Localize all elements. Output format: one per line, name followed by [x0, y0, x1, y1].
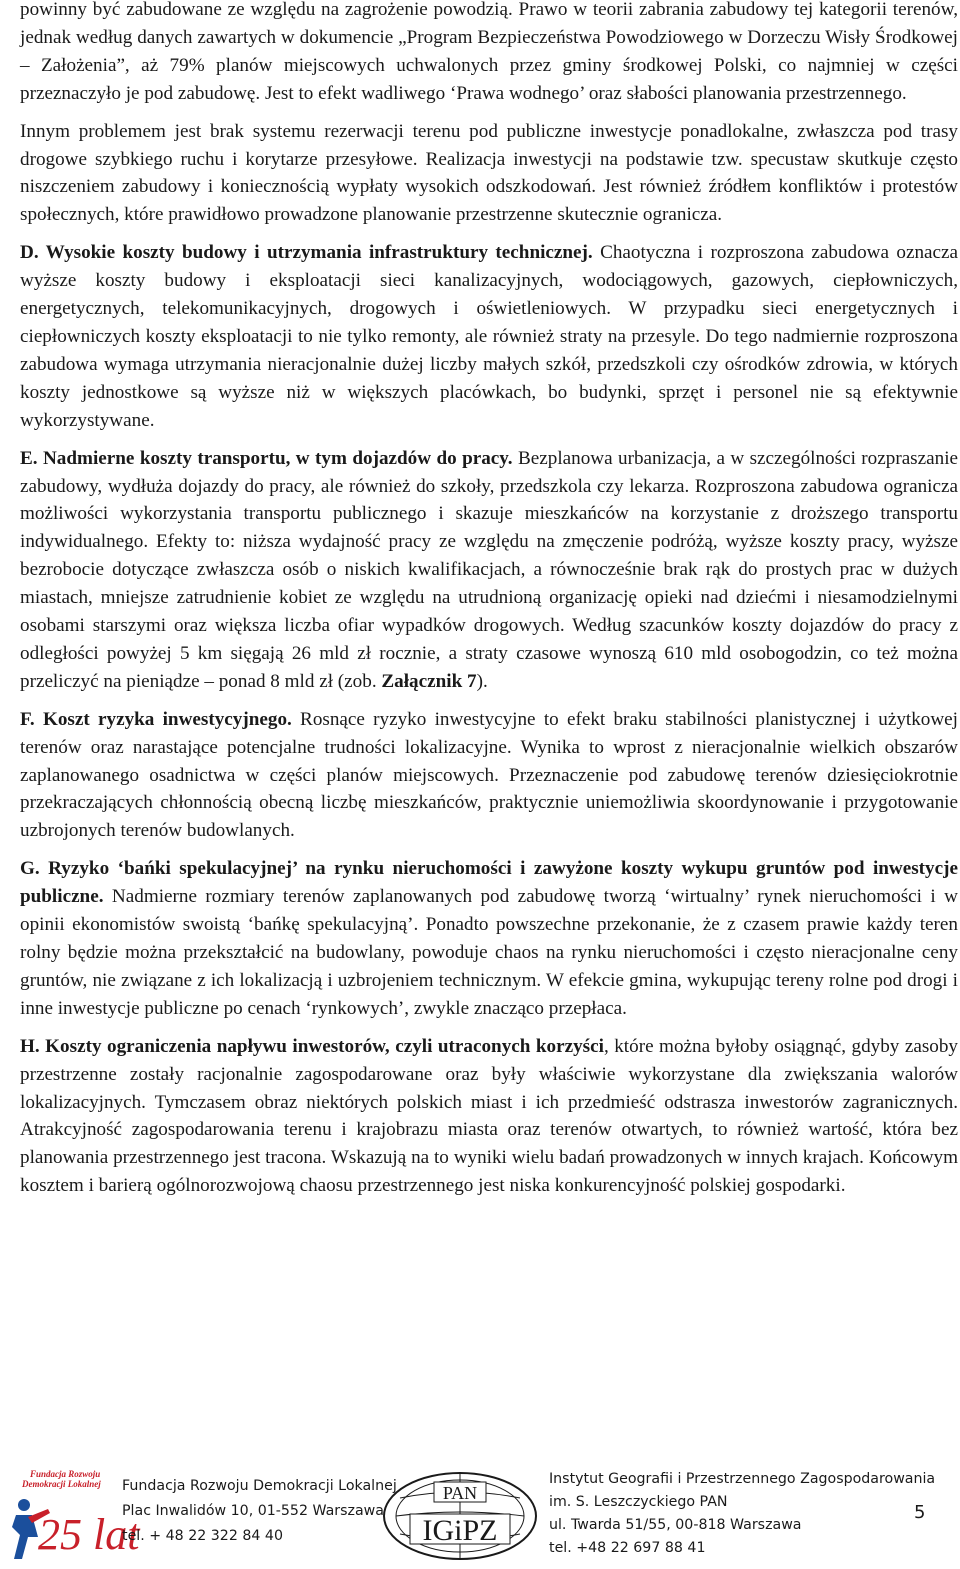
- fdrl-logo-line-1: Fundacja Rozwoju: [30, 1469, 101, 1479]
- igipz-address: ul. Twarda 51/55, 00-818 Warszawa: [549, 1517, 802, 1533]
- fdrl-address: Plac Inwalidów 10, 01-552 Warszawa: [122, 1503, 384, 1519]
- section-f-text: Rosnące ryzyko inwestycyjne to efekt braku stabilności planistycznej i użytkowej terenów oraz narastające potencjalne trudności lokalizacyjne. Wynika to wprost z nieracjonalnie wielkich obszarów zaplanowanego osadnictwa w części planów miejscowych. Przeznaczenie pod zabudowę terenów dziesięciokrotnie przekraczających chłonnością obecną liczbę mieszkańców, praktycznie uniemożliwia skoordynowanie i przygotowanie uzbrojonych terenów budowlanych.: [20, 708, 958, 842]
- appendix-7-reference: Załącznik 7: [381, 670, 477, 692]
- paragraph-flood-zones: powinny być zabudowane ze względu na zagrożenie powodzią. Prawo w teorii zabrania zabudowy tej kategorii terenów, jednak według danych zawartych w dokumencie „Program Bezpieczeństwa Powodziowego w Dorzeczu Wisły Środkowej – Założenia”, aż 79% planów miejscowych uchwalonych przez gminy środkowej Polski, co najmniej w części przeznaczyło je pod zabudowę. Jest to efekt wadliwego ‘Prawa wodnego’ oraz słabości planowania przestrzennego.: [20, 0, 958, 104]
- section-h-heading: H. Koszty ograniczenia napływu inwestorów, czyli utraconych korzyści: [20, 1035, 604, 1057]
- fdrl-logo-line-2: Demokracji Lokalnej: [22, 1479, 101, 1489]
- section-e-text-end: ).: [476, 670, 488, 692]
- section-h-lost-investors: [20, 1033, 958, 1200]
- igipz-logo-pan: PAN: [442, 1483, 478, 1503]
- section-e-heading: E. Nadmierne koszty transportu, w tym dojazdów do pracy.: [20, 447, 513, 469]
- section-g-text: Nadmierne rozmiary terenów zaplanowanych pod zabudowę tworzą ‘wirtualny’ rynek nieruchomości i w opinii ekonomistów swoistą ‘bańkę spekulacyjną’. Ponadto powszechne przekonanie, że z czasem prawie każdy teren rolny będzie można przekształcić na budowlany, powoduje chaos na rynku nieruchomości i często nieracjonalne ceny gruntów, nie związane z ich lokalizacją i uzbrojeniem technicznym. W efekcie gmina, wykupując tereny rolne pod drogi i inne inwestycje publiczne po cenach ‘rynkowych’, zwykle znacząco przepłaca.: [20, 886, 958, 1019]
- igipz-logo-name: IGiPZ: [422, 1514, 498, 1547]
- igipz-logo: [380, 1468, 540, 1564]
- section-d-infrastructure-costs: [20, 239, 958, 434]
- paragraph-public-investment-reservation: Innym problemem jest brak systemu rezerwacji terenu pod publiczne inwestycje ponadlokalne, zwłaszcza pod trasy drogowe szybkiego ruchu i korytarze przesyłowe. Realizacja inwestycji na podstawie tzw. specustaw skutkuje często niszczeniem zabudowy i koniecznością wypłaty wysokich odszkodowań. Jest również źródłem konfliktów i protestów społecznych, które prawidłowo prowadzone planowanie przestrzenne skutecznie ogranicza.: [20, 120, 958, 226]
- section-f-heading: F. Koszt ryzyka inwestycyjnego.: [20, 708, 292, 730]
- section-h-text: , które można byłoby osiągnąć, gdyby zasoby przestrzenne zostały racjonalnie zagospodarowane oraz były właściwie wykorzystane dla zwiększania walorów lokalizacyjnych. Tymczasem obraz niektórych polskich miast i ich przedmieść odstrasza inwestorów zagranicznych. Atrakcyjność zagospodarowania terenu i krajobrazu miasta oraz terenów otwartych, to również wartość, która bez planowania przestrzennego jest tracona. Wskazują na to wyniki wielu badań prowadzonych w innych krajach. Końcowym kosztem i barierą ogólnorozwojową chaosu przestrzennego jest niska konkurencyjność polskiej gospodarki.: [20, 1035, 958, 1197]
- igipz-name: Instytut Geografii i Przestrzennego Zagospodarowania: [549, 1471, 936, 1487]
- page-footer: [0, 1462, 960, 1569]
- igipz-phone: tel. +48 22 697 88 41: [549, 1540, 706, 1556]
- fdrl-phone: tel. + 48 22 322 84 40: [122, 1528, 283, 1544]
- section-f-investment-risk: [20, 706, 958, 846]
- document-body: [20, 0, 958, 1200]
- fdrl-logo: [8, 1467, 140, 1563]
- section-e-text: Bezplanowa urbanizacja, a w szczególności rozpraszanie zabudowy, wydłuża dojazdy do pracy, ale również do szkoły, przedszkola czy lekarza. Rozproszona zabudowa ogranicza możliwości wykorzystania transportu publicznego i skazuje mieszkańców na korzystanie z droższego transportu indywidualnego. Efekty to: niższa wydajność pracy ze względu na zmęczenie podróżą, wyższe koszty pracy, wyższe bezrobocie dotyczące zwłaszcza osób o niskich kwalifikacjach, a równocześnie brak rąk do prostych prac w dużych miastach, mniejsze zatrudnienie kobiet ze względu na utrudnioną organizację opieki nad dziećmi i niesamodzielnymi osobami starszymi oraz większa liczba ofiar wypadków drogowych. Według szacunków koszty dojazdów do pracy z odległości powyżej 5 km sięgają 26 mld zł rocznie, a straty czasowe wynoszą 610 mld osobogodzin, co też można przeliczyć na pieniądze – ponad 8 mld zł (zob.: [20, 447, 959, 692]
- section-d-heading: D. Wysokie koszty budowy i utrzymania infrastruktury technicznej.: [20, 242, 593, 264]
- igipz-address-block: [549, 1468, 935, 1560]
- section-g-heading: G. Ryzyko ‘bańki spekulacyjnej’ na rynku nieruchomości i zawyżone koszty wykupu gruntów pod inwestycje publiczne.: [20, 858, 958, 908]
- section-g-speculative-bubble: [20, 855, 958, 1022]
- page-number: 5: [914, 1502, 926, 1523]
- fdrl-address-block: [122, 1474, 397, 1549]
- fdrl-name: Fundacja Rozwoju Demokracji Lokalnej: [122, 1478, 397, 1494]
- section-e-transport-costs: [20, 445, 958, 696]
- igipz-patron: im. S. Leszczyckiego PAN: [549, 1494, 728, 1510]
- section-d-text: Chaotyczna i rozproszona zabudowa oznacza wyższe koszty budowy i eksploatacji sieci kanalizacyjnych, wodociągowych, gazowych, ciepłowniczych, energetycznych, telekomunikacyjnych, drogowych i oświetleniowych. W przypadku sieci energetycznych i ciepłowniczych koszty eksploatacji to nie tylko remonty, ale również straty na przesyle. Do tego nadmiernie rozproszona zabudowa wymaga utrzymania nieracjonalnie dużej liczby małych szkół, przedszkoli czy ośrodków zdrowia, w których koszty jednostkowe są wyższe niż w większych placówkach, bo budynki, sprzęt i personel nie są efektywnie wykorzystywane.: [20, 242, 959, 431]
- fdrl-logo-anniversary: 25 lat: [38, 1510, 140, 1559]
